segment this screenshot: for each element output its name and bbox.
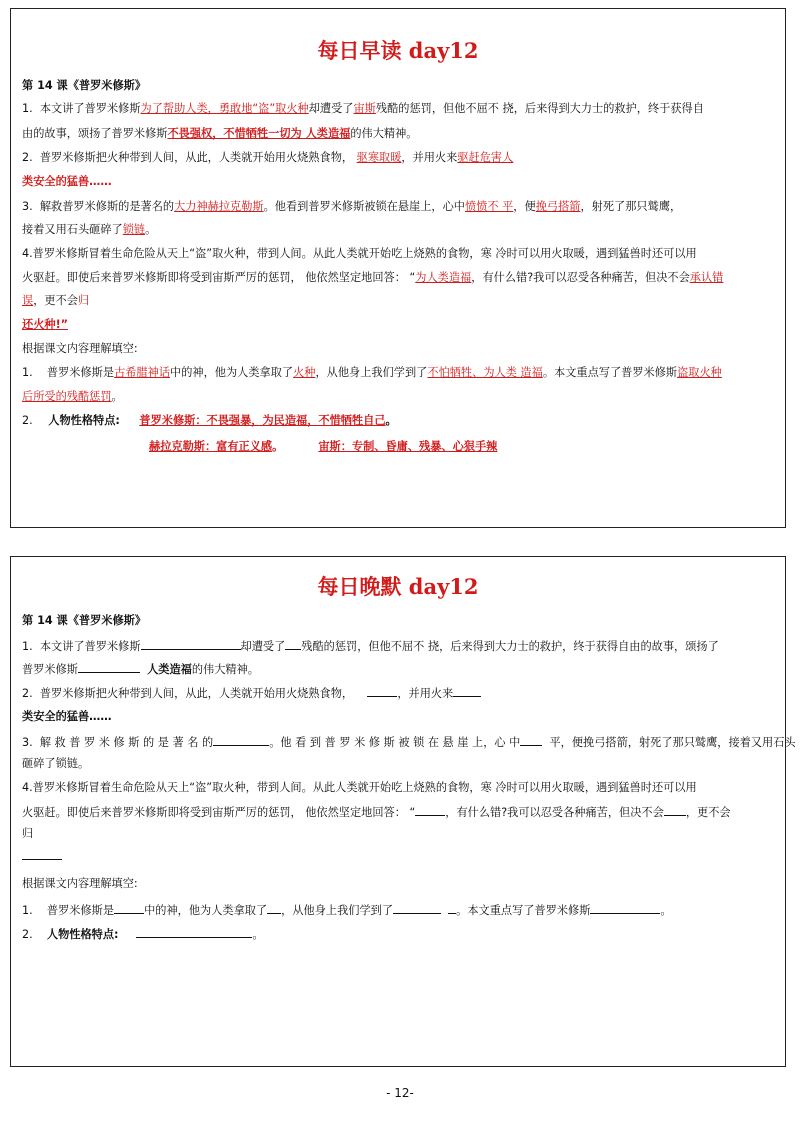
evening-q4-line2: 火驱赶。即使后来普罗米修斯即将受到宙斯严厉的惩罚， 他依然坚定地回答： “ ，有什么错?我可以忍受各种痛苦，但决不会 ，更不会 (22, 806, 731, 819)
blank[interactable] (393, 902, 441, 914)
answer: 不畏强权，不惜牺牲一切为 人类造福 (167, 127, 351, 140)
answer: 为人类造福 (415, 271, 472, 284)
answer: 驱赶危害人 (457, 151, 514, 164)
blank[interactable] (453, 685, 481, 697)
morning-q4-line4: 还火种!” (22, 318, 69, 331)
blank[interactable] (415, 804, 445, 816)
blank[interactable] (114, 902, 144, 914)
answer: 驱寒取暖 (356, 151, 402, 164)
evening-q1-line2: 普罗米修斯 人类造福的伟大精神。 (22, 663, 259, 676)
blank[interactable] (78, 661, 140, 673)
answer: 承认错 (689, 271, 724, 284)
morning-q1-line2: 由的故事，颂扬了普罗米修斯不畏强权，不惜牺牲一切为 人类造福的伟大精神。 (22, 127, 418, 140)
blank[interactable] (267, 902, 281, 914)
answer: 锁链 (122, 223, 146, 236)
answer: 古希腊神话 (114, 366, 171, 379)
morning-fill-heading: 根据课文内容理解填空: (22, 342, 138, 355)
evening-q1-line1: 1. 本文讲了普罗米修斯 却遭受了 残酷的惩罚，但他不屈不 挠，后来得到大力士的救护，终于获得自由的故事，颂扬了 (22, 640, 719, 653)
answer: 赫拉克勒斯：富有正义感 (149, 440, 273, 453)
blank[interactable] (448, 902, 456, 914)
blank[interactable] (213, 734, 269, 746)
evening-f2-line1: 2. 人物性格特点: 。 (22, 928, 264, 941)
morning-q2-line1: 2. 普罗米修斯把火种带到人间，从此，人类就开始用火烧熟食物， 驱寒取暖，并用火来驱赶危害人 (22, 151, 514, 164)
answer: 普罗米修斯：不畏强暴，为民造福，不惜牺牲自己 (139, 414, 386, 427)
answer: 火种 (293, 366, 316, 379)
morning-f2-line1: 2. 人物性格特点: 普罗米修斯：不畏强暴，为民造福，不惜牺牲自己。 (22, 414, 397, 427)
morning-f1-line2: 后所受的残酷惩罚。 (22, 390, 123, 403)
answer: 不怕牺牲、为人类 造福 (427, 366, 543, 379)
blank[interactable] (141, 638, 241, 650)
blank[interactable] (136, 926, 252, 938)
evening-q2-line1: 2. 普罗米修斯把火种带到人间，从此，人类就开始用火烧熟食物， ，并用火来 (22, 685, 481, 701)
answer: 宙斯：专制、昏庸、残暴、心狠手辣 (318, 440, 498, 453)
morning-q3-line2: 接着又用石头砸碎了锁链。 (22, 223, 157, 236)
evening-title: 每日晚默 day12 (317, 574, 479, 599)
evening-dictation-card (10, 556, 796, 1067)
evening-lesson-heading: 第 14 课《普罗米修斯》 (22, 614, 147, 627)
answer: 愤愤不 平 (464, 200, 514, 213)
morning-q4-line2: 火驱赶。即使后来普罗米修斯即将受到宙斯严厉的惩罚， 他依然坚定地回答： “为人类造福，有什么错?我可以忍受各种痛苦，但决不会承认错 (22, 271, 724, 284)
morning-q4-line1: 4.普罗米修斯冒着生命危险从天上“盗”取火种，带到人间。从此人类就开始吃上烧熟的食物，寒 冷时可以用火取暖，遇到猛兽时还可以用 (22, 247, 697, 260)
evening-q4-line4 (22, 848, 62, 864)
blank[interactable] (285, 638, 301, 650)
evening-q2-line2: 类安全的猛兽…… (22, 710, 112, 723)
evening-q3-line2: 砸碎了锁链。 (22, 757, 90, 770)
blank[interactable] (590, 902, 660, 914)
morning-q3-line1: 3. 解救普罗米修斯的是著名的大力神赫拉克勒斯。他看到普罗米修斯被锁在悬崖上，心中愤愤不 平，便挽弓搭箭，射死了那只鹫鹰， (22, 200, 682, 213)
morning-q1-line1: 1. 本文讲了普罗米修斯为了帮助人类，勇敢地“盗”取火种却遭受了宙斯残酷的惩罚，但他不屈不 挠，后来得到大力士的救护，终于获得自 (22, 102, 704, 115)
morning-reading-card (10, 8, 786, 528)
evening-fill-heading: 根据课文内容理解填空: (22, 877, 138, 890)
page-number: - 12- (386, 1086, 414, 1100)
evening-f1-line1: 1. 普罗米修斯是 中的神，他为人类拿取了 ，从他身上我们学到了 。本文重点写了普罗米修斯 。 (22, 904, 672, 917)
evening-q4-line3: 归 (22, 827, 34, 840)
blank[interactable] (664, 804, 686, 816)
answer: 盗取火种 (677, 366, 722, 379)
morning-q2-line2: 类安全的猛兽…… (22, 175, 112, 188)
evening-q4-line1: 4.普罗米修斯冒着生命危险从天上“盗”取火种，带到人间。从此人类就开始吃上烧熟的食物，寒 冷时可以用火取暖，遇到猛兽时还可以用 (22, 781, 697, 794)
answer: 挽弓搭箭 (535, 200, 581, 213)
evening-q3-line1: 3. 解 救 普 罗 米 修 斯 的 是 著 名 的 。他 看 到 普 罗 米 修 斯 被 锁 在 悬 崖 上，心 中 平，便挽弓搭箭，射死了那只鹫鹰，接着又用石头 (22, 736, 796, 749)
morning-lesson-heading: 第 14 课《普罗米修斯》 (22, 79, 147, 92)
morning-f1-line1: 1. 普罗米修斯是古希腊神话中的神，他为人类拿取了火种，从他身上我们学到了不怕牺牲、为人类 造福。本文重点写了普罗米修斯盗取火种 (22, 366, 722, 379)
blank[interactable] (22, 848, 62, 860)
answer: 宙斯 (353, 102, 376, 115)
blank[interactable] (367, 685, 397, 697)
morning-f2-line2: 赫拉克勒斯：富有正义感。 宙斯：专制、昏庸、残暴、心狠手辣 (149, 440, 498, 453)
morning-q4-line3: 误，更不会归 (22, 294, 90, 307)
answer: 为了帮助人类，勇敢地“盗”取火种 (140, 102, 309, 115)
blank[interactable] (520, 734, 542, 746)
morning-title: 每日早读 day12 (317, 38, 479, 63)
answer: 大力神赫拉克勒斯 (174, 200, 264, 213)
